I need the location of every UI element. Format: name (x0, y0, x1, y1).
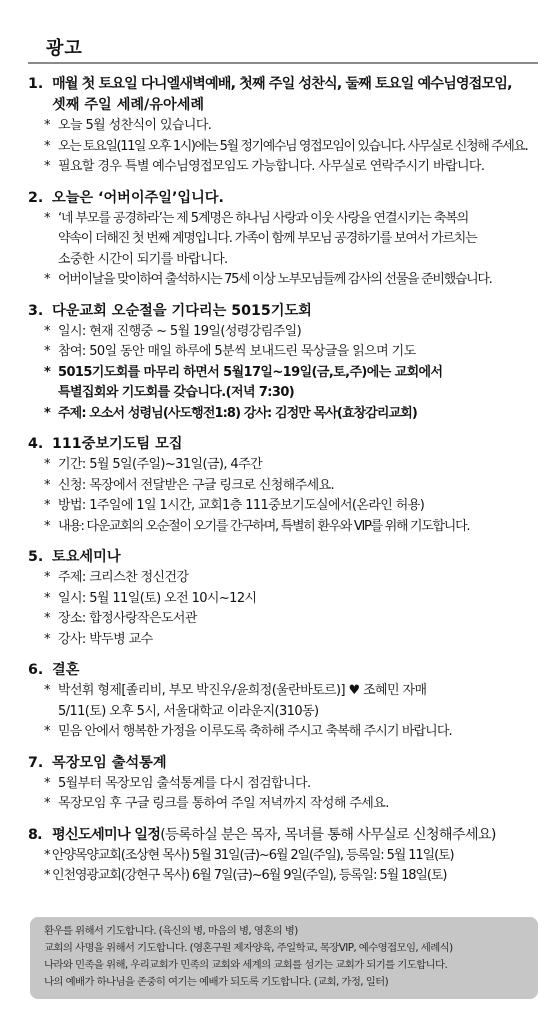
title-divider (28, 62, 538, 64)
list-item: * 방법: 1주일에 1일 1시간, 교회1층 111중보기도실에서(온라인 허용) (22, 496, 542, 517)
section-2 (22, 188, 542, 291)
list-item-cont: 특별집회와 기도회를 갖습니다.(저녁 7:30) (58, 385, 295, 400)
groom-text: 박선휘 형제[졸리비, 부모 박진우/윤희정(울란바토르)] (58, 683, 345, 698)
list-item: * 안양목양교회(조상현 목사) 5월 31일(금)~6월 2일(주일), 등록일: 5월 11일(토) (22, 846, 542, 867)
list-item: * 오는 토요일(11일 오후 1시)에는 5월 정기예수님 영접모임이 있습니다. 사무실로 신청해 주세요. (22, 137, 542, 158)
list-item-cont: 5/11(토) 오후 5시, 서울대학교 이라운지(310동) (58, 703, 319, 719)
prayer-box (30, 917, 538, 999)
section-title: 다운교회 오순절을 기다리는 5015기도회 (52, 302, 312, 319)
list-item: * 주제: 오소서 성령님(사도행전1:8) 강사: 김정만 목사(효창감리교회) (22, 404, 542, 425)
section-number: 7. (28, 754, 44, 771)
section-5 (22, 547, 542, 650)
list-item: * 믿음 안에서 행복한 가정을 이루도록 축하해 주시고 축복해 주시기 바랍니다. (22, 722, 542, 743)
list-item: * 주제: 크리스찬 정신건강 (22, 568, 542, 589)
list-item: * 참여: 50일 동안 매일 하루에 5분씩 보내드린 묵상글을 읽으며 기도 (22, 342, 542, 363)
list-item: * 기간: 5월 5일(주일)~31일(금), 4주간 (22, 455, 542, 476)
list-item: * 장소: 합정사랑작은도서관 (22, 609, 542, 630)
list-item: * 5015기도회를 마무리 하면서 5월17일~19일(금,토,주)에는 교회에서 (22, 363, 542, 384)
section-heading (22, 753, 542, 774)
section-title: 매월 첫 토요일 다니엘새벽예배, 첫째 주일 성찬식, 둘째 토요일 예수님영접모임, (52, 76, 512, 92)
section-number: 8. (28, 826, 42, 843)
section-number: 2. (28, 189, 44, 206)
prayer-line: 교회의 사명을 위해서 기도합니다. (영혼구원 제자양육, 주일학교, 목장VIP, 예수영접모임, 세례식) (44, 942, 453, 954)
list-item: * 일시: 5월 11일(토) 오전 10시~12시 (22, 589, 542, 610)
heart-icon: ♥ (348, 683, 360, 698)
announcement-list (22, 74, 542, 897)
list-item: * 오늘 5월 성찬식이 있습니다. (22, 116, 542, 137)
list-item: * 내용: 다운교회의 오순절이 오기를 간구하며, 특별히 환우와 VIP를 위해 기도합니다. (22, 517, 542, 538)
list-item: * ‘네 부모를 공경하라’는 제 5계명은 하나님 사랑과 이웃 사랑을 연결시키는 축복의 (22, 209, 542, 230)
section-7 (22, 753, 542, 815)
prayer-line: 나라와 민족을 위해, 우리교회가 민족의 교회와 세계의 교회를 섬기는 교회가 되기를 기도합니다. (44, 959, 448, 971)
section-number: 5. (28, 549, 44, 565)
list-item: * 강사: 박두병 교수 (22, 630, 542, 651)
section-heading (22, 547, 542, 568)
list-item: * 5월부터 목장모임 출석통계를 다시 점검합니다. (22, 774, 542, 795)
section-title: 토요세미나 (52, 549, 121, 565)
list-item-cont: 약속이 더해진 첫 번째 계명입니다. 가족이 함께 부모님 공경하기를 보여서 가르치는 (58, 231, 477, 246)
section-title: 평신도세미나 일정 (52, 826, 161, 843)
section-heading (22, 660, 542, 681)
section-number: 3. (28, 302, 44, 319)
section-number: 1. (28, 76, 44, 92)
list-item: * 필요할 경우 특별 예수님영접모임도 가능합니다. 사무실로 연락주시기 바랍니다. (22, 157, 542, 178)
prayer-line: 환우를 위해서 기도합니다. (육신의 병, 마음의 병, 영혼의 병) (44, 925, 298, 937)
section-8 (22, 825, 542, 887)
section-heading (22, 825, 542, 846)
bride-text: 조혜민 자매 (363, 683, 427, 698)
section-title: 111중보기도팀 모집 (52, 436, 183, 452)
section-1 (22, 74, 542, 178)
section-title: 결혼 (52, 662, 80, 678)
section-title: 목장모임 출석통계 (52, 754, 167, 771)
prayer-line: 나의 예배가 하나님을 존중히 여기는 예배가 되도록 기도합니다. (교회, 가정, 일터) (44, 976, 389, 988)
list-item: * 인천영광교회(강현구 목사) 6월 7일(금)~6월 9일(주일), 등록일: 5월 18일(토) (22, 866, 542, 887)
section-heading (22, 74, 542, 95)
section-3 (22, 301, 542, 425)
section-heading (22, 434, 542, 455)
section-title-cont: 셋째 주일 세례/유아세례 (52, 97, 205, 113)
page-title: 광고 (46, 38, 83, 59)
section-number: 6. (28, 662, 44, 678)
section-subtitle: (등록하실 분은 목자, 목녀를 통해 사무실로 신청해주세요) (160, 826, 496, 843)
section-title: 오늘은 ‘어버이주일’입니다. (52, 189, 224, 206)
list-item: * 어버이날을 맞이하여 출석하시는 75세 이상 노부모님들께 감사의 선물을 준비했습니다. (22, 270, 542, 291)
list-item-cont: 소중한 시간이 되기를 바랍니다. (58, 251, 228, 267)
section-6 (22, 660, 542, 743)
section-4 (22, 434, 542, 537)
section-number: 4. (28, 436, 44, 452)
list-item: * 목장모임 후 구글 링크를 통하여 주일 저녁까지 작성해 주세요. (22, 794, 542, 815)
section-heading (22, 301, 542, 322)
section-heading (22, 188, 542, 209)
list-item: * 일시: 현재 진행중 ~ 5월 19일(성령강림주일) (22, 322, 542, 343)
list-item (22, 681, 542, 702)
list-item: * 신청: 목장에서 전달받은 구글 링크로 신청해주세요. (22, 476, 542, 497)
